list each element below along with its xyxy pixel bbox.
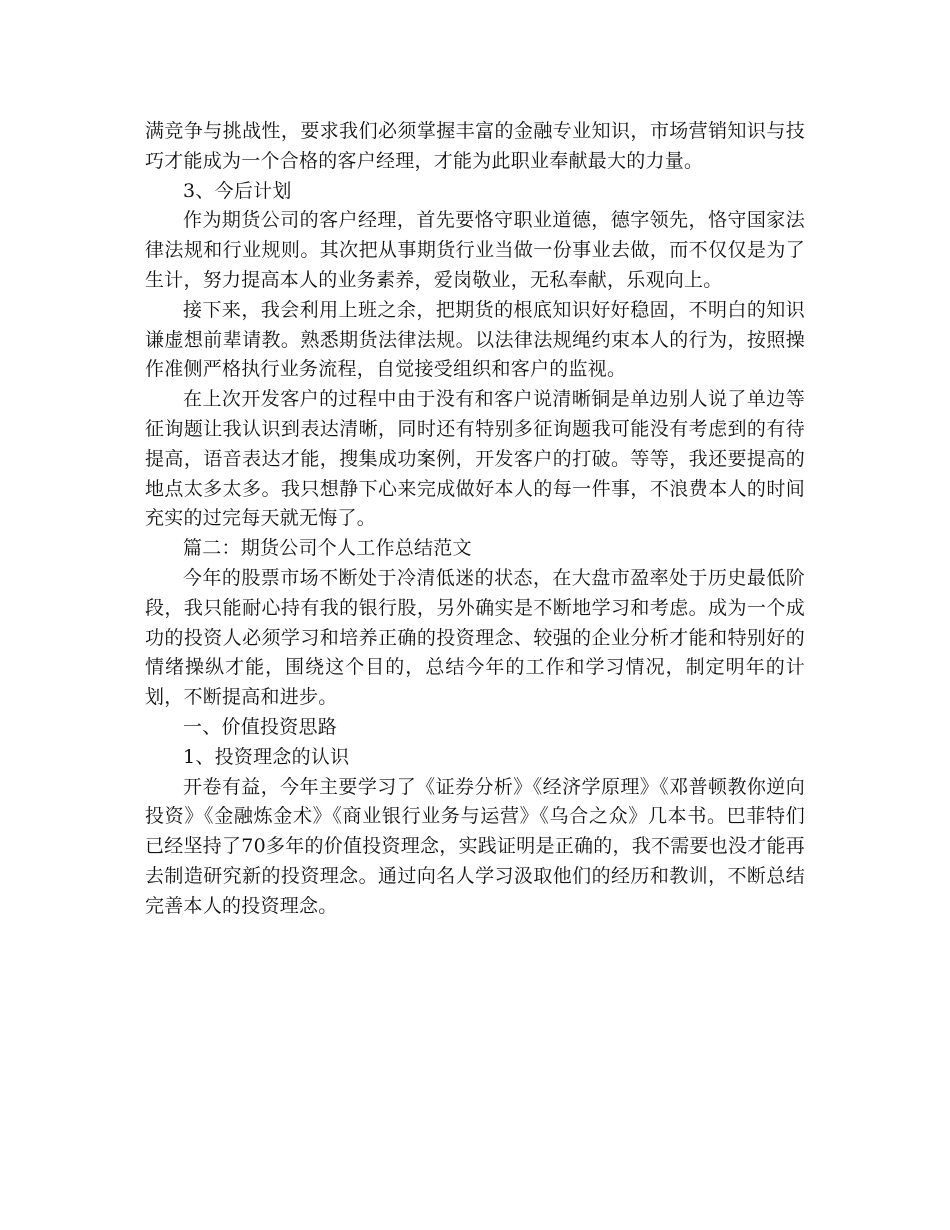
paragraph-professional-ethics: 作为期货公司的客户经理，首先要恪守职业道德，德字领先，恪守国家法律法规和行业规则。其次把从事期货行业当做一份事业去做，而不仅仅是为了生计，努力提高本人的业务素养，爱岗敬业，无私奉献，乐观向上。 [145,209,805,291]
subsection-heading-investment-philosophy: 1、投资理念的认识 [183,745,350,768]
paragraph-study-plan: 接下来，我会利用上班之余，把期货的根底知识好好稳固，不明白的知识谦虚想前辈请教。熟悉期货法律法规。以法律法规绳约束本人的行为，按照操作准侧严格执行业务流程，自觉接受组织和客户的监视。 [145,298,805,381]
paragraph-client-development: 在上次开发客户的过程中由于没有和客户说清晰铜是单边别人说了单边等征询题让我认识到表达清晰，同时还有特别多征询题我可能没有考虑到的有待提高，语音表达才能，搜集成功案例，开发客户的打破。等等，我还要提高的地点太多太多。我只想静下心来完成做好本人的每一件事，不浪费本人的时间充实的过完每天就无悔了。 [145,388,805,530]
document-body [145,117,805,922]
paragraph-market-review: 今年的股票市场不断处于冷清低迷的状态，在大盘市盈率处于历史最低阶段，我只能耐心持有我的银行股，另外确实是不断地学习和考虑。成为一个成功的投资人必须学习和培养正确的投资理念、较强的企业分析才能和特别好的情绪操纵才能，围绕这个目的，总结今年的工作和学习情况，制定明年的计划，不断提高和进步。 [145,566,805,709]
section-heading-value-investing: 一、价值投资思路 [183,715,338,738]
section-heading-future-plan: 3、今后计划 [183,179,292,202]
article-heading-part-two: 篇二：期货公司个人工作总结范文 [183,537,472,560]
paragraph-continuation: 满竞争与挑战性，要求我们必须掌握丰富的金融专业知识，市场营销知识与技巧才能成为一个合格的客户经理，才能为此职业奉献最大的力量。 [145,120,805,172]
paragraph-reading-list: 开卷有益，今年主要学习了《证券分析》《经济学原理》《邓普顿教你逆向投资》《金融炼金术》《商业银行业务与运营》《乌合之众》几本书。巴菲特们已经坚持了70多年的价值投资理念，实践证明是正确的，我不需要也没才能再去制造研究新的投资理念。通过向名人学习汲取他们的经历和教训，不断总结完善本人的投资理念。 [145,775,805,917]
